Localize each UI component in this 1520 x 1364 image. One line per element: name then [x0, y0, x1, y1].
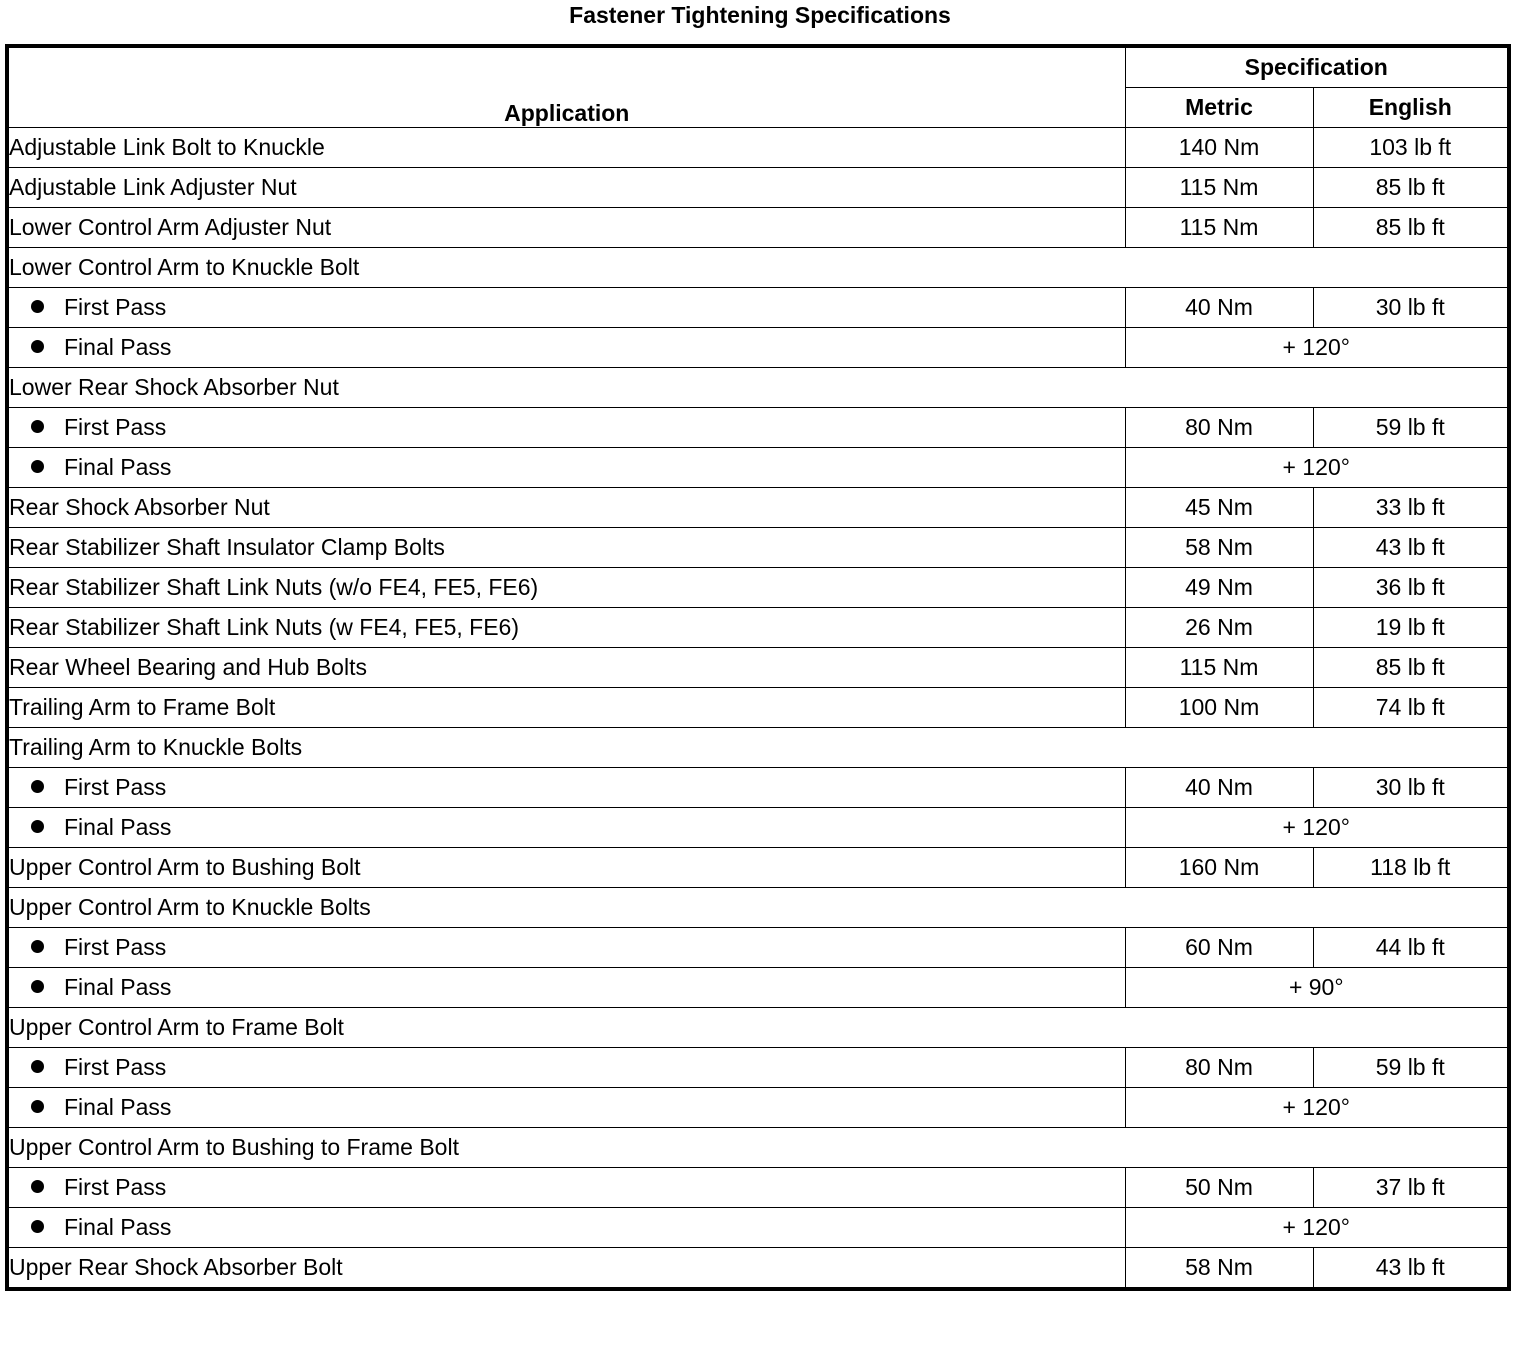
metric-cell: 115 Nm [1125, 648, 1313, 688]
table-row [7, 208, 1509, 248]
english-cell: 19 lb ft [1313, 608, 1509, 648]
application-label: Upper Control Arm to Knuckle Bolts [9, 894, 371, 920]
application-cell [7, 488, 1125, 528]
angle-cell: + 120° [1125, 328, 1509, 368]
english-cell: 85 lb ft [1313, 168, 1509, 208]
application-cell [7, 1008, 1509, 1048]
application-cell [7, 448, 1125, 488]
application-label: Rear Stabilizer Shaft Link Nuts (w/o FE4, FE5, FE6) [9, 574, 539, 600]
application-label: Upper Control Arm to Frame Bolt [9, 1014, 344, 1040]
table-row [7, 848, 1509, 888]
english-cell: 30 lb ft [1313, 768, 1509, 808]
bullet-icon [31, 1180, 44, 1193]
application-label: Upper Control Arm to Bushing to Frame Bolt [9, 1134, 459, 1160]
english-cell: 103 lb ft [1313, 128, 1509, 168]
application-cell [7, 1248, 1125, 1290]
application-cell [7, 368, 1509, 408]
metric-cell: 58 Nm [1125, 1248, 1313, 1290]
application-cell [7, 848, 1125, 888]
application-cell [7, 1208, 1125, 1248]
application-cell [7, 288, 1125, 328]
application-cell [7, 528, 1125, 568]
english-cell: 59 lb ft [1313, 1048, 1509, 1088]
application-cell [7, 688, 1125, 728]
table-row [7, 608, 1509, 648]
application-label: Rear Stabilizer Shaft Insulator Clamp Bolts [9, 534, 445, 560]
english-cell: 59 lb ft [1313, 408, 1509, 448]
table-row [7, 528, 1509, 568]
application-cell [7, 888, 1509, 928]
metric-cell: 45 Nm [1125, 488, 1313, 528]
application-label: Lower Control Arm to Knuckle Bolt [9, 254, 360, 280]
application-label: Adjustable Link Bolt to Knuckle [9, 134, 325, 160]
table-row [7, 328, 1509, 368]
application-cell [7, 1168, 1125, 1208]
application-cell [7, 608, 1125, 648]
table-row [7, 888, 1509, 928]
english-cell: 85 lb ft [1313, 208, 1509, 248]
application-cell [7, 168, 1125, 208]
application-label: Rear Stabilizer Shaft Link Nuts (w FE4, FE5, FE6) [9, 614, 520, 640]
application-cell [7, 968, 1125, 1008]
table-row [7, 448, 1509, 488]
angle-cell: + 120° [1125, 1088, 1509, 1128]
metric-cell: 60 Nm [1125, 928, 1313, 968]
application-label: Final Pass [64, 1094, 172, 1120]
bullet-icon [31, 1220, 44, 1233]
bullet-icon [31, 820, 44, 833]
application-label: Trailing Arm to Knuckle Bolts [9, 734, 303, 760]
bullet-icon [31, 1060, 44, 1073]
table-row [7, 168, 1509, 208]
metric-cell: 100 Nm [1125, 688, 1313, 728]
application-label: First Pass [64, 774, 167, 800]
table-row [7, 688, 1509, 728]
table-row [7, 1168, 1509, 1208]
bullet-icon [31, 940, 44, 953]
table-row [7, 1248, 1509, 1290]
header-specification: Specification [1125, 46, 1509, 88]
application-label: Final Pass [64, 1214, 172, 1240]
table-row [7, 768, 1509, 808]
bullet-icon [31, 300, 44, 313]
table-row [7, 728, 1509, 768]
table-row [7, 288, 1509, 328]
application-cell [7, 328, 1125, 368]
application-cell [7, 128, 1125, 168]
metric-cell: 40 Nm [1125, 768, 1313, 808]
application-label: Upper Rear Shock Absorber Bolt [9, 1254, 343, 1280]
metric-cell: 80 Nm [1125, 1048, 1313, 1088]
application-label: Lower Rear Shock Absorber Nut [9, 374, 339, 400]
application-label: Final Pass [64, 974, 172, 1000]
angle-cell: + 90° [1125, 968, 1509, 1008]
bullet-icon [31, 980, 44, 993]
page-title: Fastener Tightening Specifications [569, 2, 951, 28]
application-label: First Pass [64, 414, 167, 440]
bullet-icon [31, 420, 44, 433]
header-english: English [1313, 88, 1509, 128]
header-application: Application [7, 46, 1125, 128]
application-cell [7, 808, 1125, 848]
application-cell [7, 1088, 1125, 1128]
application-label: Rear Shock Absorber Nut [9, 494, 270, 520]
english-cell: 30 lb ft [1313, 288, 1509, 328]
application-cell [7, 928, 1125, 968]
metric-cell: 40 Nm [1125, 288, 1313, 328]
application-cell [7, 1128, 1509, 1168]
table-row [7, 488, 1509, 528]
table-row [7, 368, 1509, 408]
angle-cell: + 120° [1125, 448, 1509, 488]
english-cell: 37 lb ft [1313, 1168, 1509, 1208]
english-cell: 74 lb ft [1313, 688, 1509, 728]
table-row [7, 568, 1509, 608]
metric-cell: 115 Nm [1125, 168, 1313, 208]
application-cell [7, 728, 1509, 768]
table-row [7, 808, 1509, 848]
metric-cell: 49 Nm [1125, 568, 1313, 608]
english-cell: 36 lb ft [1313, 568, 1509, 608]
angle-cell: + 120° [1125, 808, 1509, 848]
table-row [7, 648, 1509, 688]
metric-cell: 50 Nm [1125, 1168, 1313, 1208]
english-cell: 85 lb ft [1313, 648, 1509, 688]
table-row [7, 1208, 1509, 1248]
bullet-icon [31, 340, 44, 353]
header-metric: Metric [1125, 88, 1313, 128]
english-cell: 43 lb ft [1313, 1248, 1509, 1290]
application-cell [7, 248, 1509, 288]
application-cell [7, 408, 1125, 448]
english-cell: 44 lb ft [1313, 928, 1509, 968]
metric-cell: 115 Nm [1125, 208, 1313, 248]
table-row [7, 1088, 1509, 1128]
table-row [7, 248, 1509, 288]
application-label: Final Pass [64, 334, 172, 360]
metric-cell: 80 Nm [1125, 408, 1313, 448]
bullet-icon [31, 780, 44, 793]
table-row [7, 928, 1509, 968]
application-label: Upper Control Arm to Bushing Bolt [9, 854, 361, 880]
application-label: First Pass [64, 294, 167, 320]
application-cell [7, 1048, 1125, 1088]
application-label: Adjustable Link Adjuster Nut [9, 174, 297, 200]
application-label: Lower Control Arm Adjuster Nut [9, 214, 332, 240]
metric-cell: 58 Nm [1125, 528, 1313, 568]
table-row [7, 1048, 1509, 1088]
application-cell [7, 568, 1125, 608]
table-row [7, 1008, 1509, 1048]
table-row [7, 1128, 1509, 1168]
table-row [7, 968, 1509, 1008]
table-row [7, 408, 1509, 448]
application-cell [7, 768, 1125, 808]
application-label: Rear Wheel Bearing and Hub Bolts [9, 654, 367, 680]
metric-cell: 140 Nm [1125, 128, 1313, 168]
bullet-icon [31, 460, 44, 473]
application-label: First Pass [64, 1054, 167, 1080]
table-body [7, 128, 1509, 1290]
metric-cell: 26 Nm [1125, 608, 1313, 648]
fastener-spec-table [5, 44, 1511, 1291]
angle-cell: + 120° [1125, 1208, 1509, 1248]
application-label: First Pass [64, 934, 167, 960]
application-cell [7, 208, 1125, 248]
application-label: Trailing Arm to Frame Bolt [9, 694, 276, 720]
english-cell: 33 lb ft [1313, 488, 1509, 528]
bullet-icon [31, 1100, 44, 1113]
application-label: Final Pass [64, 814, 172, 840]
table-row [7, 128, 1509, 168]
application-label: First Pass [64, 1174, 167, 1200]
english-cell: 43 lb ft [1313, 528, 1509, 568]
english-cell: 118 lb ft [1313, 848, 1509, 888]
metric-cell: 160 Nm [1125, 848, 1313, 888]
application-label: Final Pass [64, 454, 172, 480]
application-cell [7, 648, 1125, 688]
